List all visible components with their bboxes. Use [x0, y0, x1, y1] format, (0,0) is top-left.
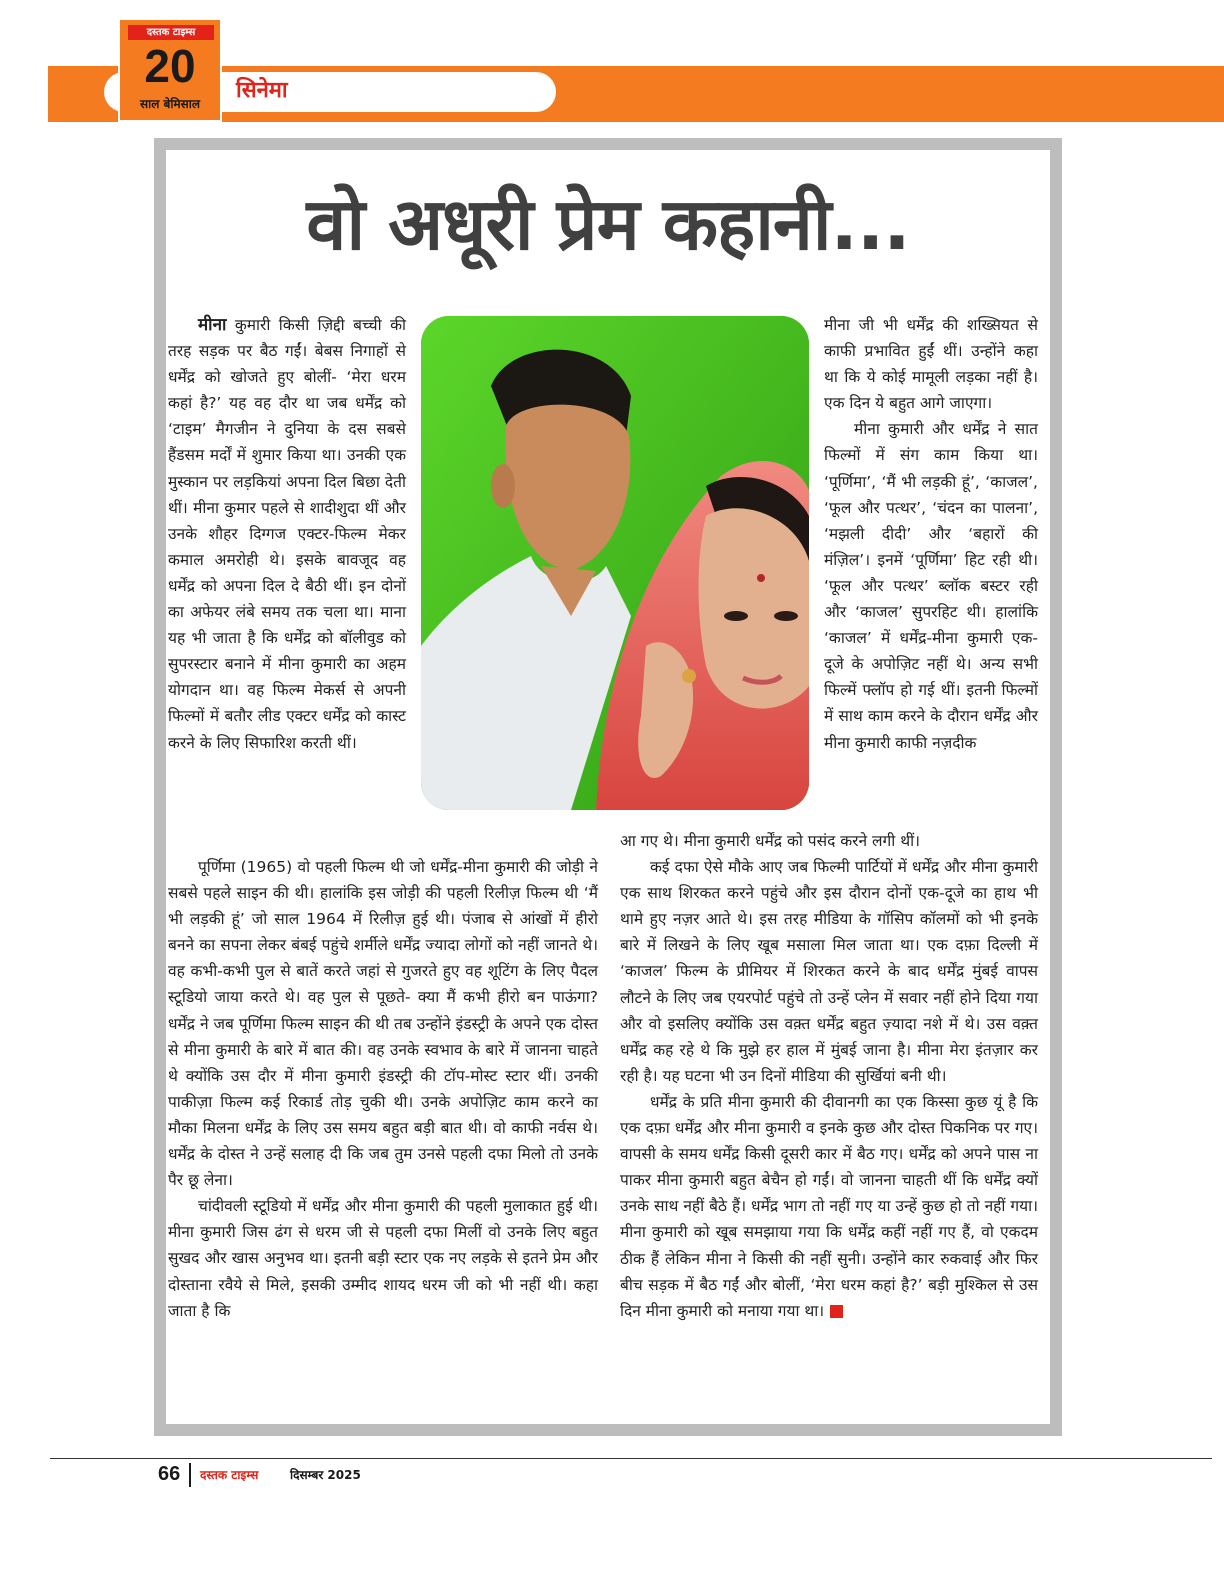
paragraph: मीना कुमारी और धर्मेंद्र ने सात फिल्मों में संग काम किया था। ‘पूर्णिमा’, ‘मैं भी लड़की हूं’, ‘काजल’, ‘फूल और पत्थर’, ‘चंदन का पालना’, ‘मझली दीदी’ और ‘बहारों की मंज़िल’। इनमें ‘पूर्णिमा’ हिट रही थी। ‘फूल और पत्थर’ ब्लॉक बस्टर रही और ‘काजल’ सुपरहिट थी। हालांकि ‘काजल’ में धर्मेंद्र-मीना कुमारी एक-दूजे के अपोज़िट नहीं थे। अन्य सभी फिल्में फ्लॉप हो गई थीं। इतनी फिल्मों में साथ काम करने के दौरान धर्मेंद्र और मीना कुमारी काफी नज़दीक [824, 420, 1038, 752]
anniversary-text: साल बेमिसाल [139, 97, 201, 111]
column-right [824, 312, 1038, 756]
footer-divider [189, 1463, 191, 1487]
badge-brand-logo: दस्तक टाइम्स [128, 25, 214, 40]
paragraph: आ गए थे। मीना कुमारी धर्मेंद्र को पसंद करने लगी थीं। [620, 832, 920, 850]
anniversary-number: 20 [144, 40, 196, 92]
end-mark-icon [830, 1305, 843, 1318]
paragraph: चांदीवली स्टूडियो में धर्मेंद्र और मीना कुमारी की पहली मुलाकात हुई थी। मीना कुमारी जिस ढंग से धरम जी से पहली दफा मिलीं वो उनके लिए बहुत सुखद और खास अनुभव था। इतनी बड़ी स्टार एक नए लड़के से इतने प्रेम और दोस्ताना रवैये से मिले, इसकी उम्मीद शायद धरम जी को भी नहीं थी। कहा जाता है कि [168, 1197, 598, 1320]
page-number: 66 [158, 1463, 181, 1485]
column-bottom-left [168, 854, 598, 1324]
paragraph [168, 312, 406, 756]
paragraph: कई दफा ऐसे मौके आए जब फिल्मी पार्टियों में धर्मेंद्र और मीना कुमारी एक साथ शिरकत करने पहुंचे और इस दौरान दोनों एक-दूजे का हाथ भी थामे हुए नज़र आते थे। इस तरह मीडिया के गॉसिप कॉलमों को भी इनके बारे में लिखने के लिए खूब मसाला मिल जाता था। एक दफ़ा दिल्ली में ‘काजल’ फिल्म के प्रीमियर में शिरकत करने के बाद धर्मेंद्र मुंबई वापस लौटने के लिए जब एयरपोर्ट पहुंचे तो उन्हें प्लेन में सवार नहीं होने दिया गया और वो इसलिए क्योंकि उस वक़्त धर्मेंद्र बहुत ज़्यादा नशे में थे। उस वक़्त धर्मेंद्र कह रहे थे कि मुझे हर हाल में मुंबई जाना है। मीना मेरा इंतज़ार कर रही है। यह घटना भी उन दिनों मीडिया की सुर्खियां बनी थी। [620, 858, 1038, 1085]
section-label: सिनेमा [236, 78, 288, 103]
paragraph [620, 1089, 1038, 1324]
column-left [168, 312, 406, 756]
headline: वो अधूरी प्रेम कहानी... [306, 182, 910, 266]
anniversary-badge [118, 18, 222, 122]
footer-brand-logo: दस्तक टाइम्स [200, 1468, 259, 1482]
lead-word: मीना [198, 315, 227, 335]
footer-rule [50, 1458, 1212, 1459]
paragraph: पूर्णिमा (1965) वो पहली फिल्म थी जो धर्मेंद्र-मीना कुमारी की जोड़ी ने सबसे पहले साइन की थी। हालांकि इस जोड़ी की पहली रिलीज़ फिल्म थी ‘मैं भी लड़की हूं’ जो साल 1964 में रिलीज़ हुई थी। पंजाब से आंखों में हीरो बनने का सपना लेकर बंबई पहुंचे शर्मीले धर्मेंद्र ज्यादा लोगों को नहीं जानते थे। वह कभी-कभी पुल से बातें करते जहां से गुजरते हुए वह शूटिंग के लिए पैदल स्टूडियो जाया करते थे। वह पुल से पूछते- क्या मैं कभी हीरो बन पाऊंगा? धर्मेंद्र ने जब पूर्णिमा फिल्म साइन की थी तब उन्होंने इंडस्ट्री के अपने एक दोस्त से मीना कुमारी के बारे में बात की। वह उनके स्वभाव के बारे में जानना चाहते थे क्योंकि उस दौर में मीना कुमारी इंडस्ट्री की टॉप-मोस्ट स्टार थीं। उनकी पाकीज़ा फिल्म कई रिकार्ड तोड़ चुकी थी। उनके अपोज़िट काम करने का मौका मिलना धर्मेंद्र के लिए उस समय बहुत बड़ी बात थी। वो काफी नर्वस थे। धर्मेंद्र के दोस्त ने उन्हें सलाह दी कि जब तुम उनसे पहली दफा मिलो तो उनके पैर छू लेना। [168, 858, 598, 1190]
film-still-photo [421, 316, 809, 810]
issue-date: दिसम्बर 2025 [290, 1468, 361, 1482]
photo-illustration [421, 316, 809, 810]
paragraph: मीना जी भी धर्मेंद्र की शख्सियत से काफी प्रभावित हुईं थीं। उन्होंने कहा था कि ये कोई मामूली लड़का नहीं है। एक दिन ये बहुत आगे जाएगा। [824, 316, 1038, 413]
paragraph-text: कुमारी किसी ज़िद्दी बच्ची की तरह सड़क पर बैठ गईं। बेबस निगाहों से धर्मेंद्र को खोजते हुए बोलीं- ‘मेरा धरम कहां है?’ यह वह दौर था जब धर्मेंद्र को ‘टाइम’ मैगजीन ने दुनिया के दस सबसे हैंडसम मर्दों में शुमार किया था। उनकी एक मुस्कान पर लड़कियां अपना दिल बिछा देती थीं। मीना कुमार पहले से शादीशुदा थीं और उनके शौहर दिग्गज एक्टर-फिल्म मेकर कमाल अमरोही थे। इसके बावजूद वह धर्मेंद्र को अपना दिल दे बैठी थीं। इन दोनों का अफेयर लंबे समय तक चला था। माना यह भी जाता है कि धर्मेंद्र को बॉलीवुड को सुपरस्टार बनाने में मीना कुमारी का अहम योगदान था। वह फिल्म मेकर्स से अपनी फिल्मों में बतौर लीड एक्टर धर्मेंद्र को कास्ट करने के लिए सिफारिश करती थीं। [168, 316, 406, 752]
column-bottom-right [620, 828, 1038, 1324]
paragraph-text: धर्मेंद्र के प्रति मीना कुमारी की दीवानगी का एक किस्सा कुछ यूं है कि एक दफ़ा धर्मेंद्र और मीना कुमारी व इनके कुछ और दोस्त पिकनिक पर गए। वापसी के समय धर्मेंद्र किसी दूसरी कार में बैठ गए। धर्मेंद्र को अपने पास ना पाकर मीना कुमारी बहुत बेचैन हो गईं। वो जानना चाहती थीं कि धर्मेंद्र क्यों उनके साथ नहीं बैठे हैं। धर्मेंद्र भाग तो नहीं गए या उन्हें कुछ हो तो नहीं गया। मीना कुमारी को खूब समझाया गया कि धर्मेंद्र कहीं नहीं गए हैं, वो एकदम ठीक हैं लेकिन मीना ने किसी की नहीं सुनी। उन्होंने कार रुकवाई और फिर बीच सड़क में बैठ गईं और बोलीं, ‘मेरा धरम कहां है?’ बड़ी मुश्किल से उस दिन मीना कुमारी को मनाया गया था। [620, 1092, 1038, 1320]
